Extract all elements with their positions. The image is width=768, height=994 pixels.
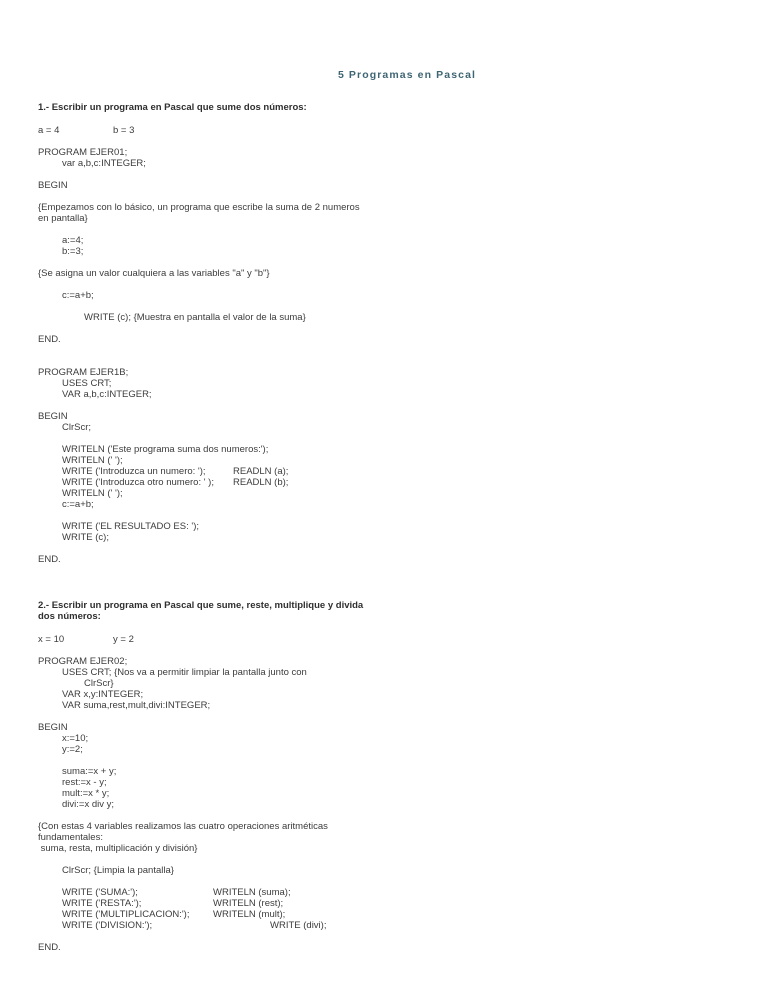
- code-col-1: WRITE ('SUMA:');: [62, 887, 138, 898]
- code-line: BEGIN: [38, 411, 68, 422]
- comment-line: {Con estas 4 variables realizamos las cuatro operaciones aritméticas: [38, 821, 328, 832]
- code-col-1: WRITE ('DIVISION:');: [62, 920, 153, 931]
- code-line-two-col: [38, 887, 728, 898]
- code-line: c:=a+b;: [62, 290, 94, 301]
- code-line: a:=4;: [62, 235, 84, 246]
- code-col-1: WRITE ('MULTIPLICACION:');: [62, 909, 190, 920]
- code-line: VAR x,y:INTEGER;: [62, 689, 144, 700]
- code-line-two-col: [38, 477, 728, 488]
- code-col-2: WRITE (divi);: [270, 920, 327, 931]
- code-line: PROGRAM EJER01;: [38, 147, 128, 158]
- value-x: x = 10: [38, 634, 65, 645]
- code-line: divi:=x div y;: [62, 799, 115, 810]
- comment-line: {Se asigna un valor cualquiera a las variables "a" y "b"}: [38, 268, 270, 279]
- given-values-1: [38, 125, 728, 136]
- comment-line: {Empezamos con lo básico, un programa que escribe la suma de 2 numeros: [38, 202, 360, 213]
- code-col-2: WRITELN (mult);: [213, 909, 286, 920]
- code-line: WRITE (c); {Muestra en pantalla el valor de la suma}: [84, 312, 306, 323]
- code-line: VAR a,b,c:INTEGER;: [62, 389, 152, 400]
- code-line-two-col: [38, 898, 728, 909]
- value-a: a = 4: [38, 125, 60, 136]
- code-line: WRITELN (' ');: [62, 488, 123, 499]
- code-line: WRITE ('EL RESULTADO ES: ');: [62, 521, 199, 532]
- code-line: WRITE (c);: [62, 532, 109, 543]
- code-line: y:=2;: [62, 744, 83, 755]
- code-col-1: WRITE ('RESTA:');: [62, 898, 142, 909]
- code-line: PROGRAM EJER02;: [38, 656, 128, 667]
- code-line: c:=a+b;: [62, 499, 94, 510]
- code-line: PROGRAM EJER1B;: [38, 367, 129, 378]
- code-col-2: READLN (a);: [233, 466, 289, 477]
- code-line: x:=10;: [62, 733, 89, 744]
- code-line-two-col: [38, 466, 728, 477]
- code-line: WRITELN (' ');: [62, 455, 123, 466]
- code-line: ClrScr; {Limpia la pantalla}: [62, 865, 174, 876]
- value-y: y = 2: [113, 634, 134, 645]
- exercise-2-heading-line-1: 2.- Escribir un programa en Pascal que sume, reste, multiplique y divida: [38, 600, 364, 611]
- given-values-2: [38, 634, 728, 645]
- code-line: b:=3;: [62, 246, 84, 257]
- comment-line: fundamentales:: [38, 832, 103, 843]
- code-line: BEGIN: [38, 722, 68, 733]
- code-col-2: WRITELN (suma);: [213, 887, 291, 898]
- value-b: b = 3: [113, 125, 135, 136]
- code-line: var a,b,c:INTEGER;: [62, 158, 146, 169]
- code-line: USES CRT; {Nos va a permitir limpiar la pantalla junto con: [62, 667, 307, 678]
- comment-line: en pantalla}: [38, 213, 88, 224]
- code-line: mult:=x * y;: [62, 788, 110, 799]
- code-line: ClrScr;: [62, 422, 92, 433]
- exercise-1-heading: 1.- Escribir un programa en Pascal que sume dos números:: [38, 102, 307, 113]
- code-line: END.: [38, 334, 61, 345]
- code-line: VAR suma,rest,mult,divi:INTEGER;: [62, 700, 211, 711]
- code-line: USES CRT;: [62, 378, 112, 389]
- code-col-2: WRITELN (rest);: [213, 898, 284, 909]
- code-line: BEGIN: [38, 180, 68, 191]
- code-col-1: WRITE ('Introduzca otro numero: ' );: [62, 477, 214, 488]
- comment-line: suma, resta, multiplicación y división}: [38, 843, 198, 854]
- code-line: END.: [38, 942, 61, 953]
- exercise-2-heading-line-2: dos números:: [38, 611, 101, 622]
- code-line: suma:=x + y;: [62, 766, 117, 777]
- code-line-two-col: [38, 920, 728, 931]
- code-line: rest:=x - y;: [62, 777, 107, 788]
- code-line: END.: [38, 554, 61, 565]
- code-line: ClrScr}: [84, 678, 114, 689]
- code-line: WRITELN ('Este programa suma dos numeros:');: [62, 444, 269, 455]
- code-col-1: WRITE ('Introduzca un numero: ');: [62, 466, 206, 477]
- code-col-2: READLN (b);: [233, 477, 289, 488]
- code-line-two-col: [38, 909, 728, 920]
- document-title: 5 Programas en Pascal: [337, 69, 477, 81]
